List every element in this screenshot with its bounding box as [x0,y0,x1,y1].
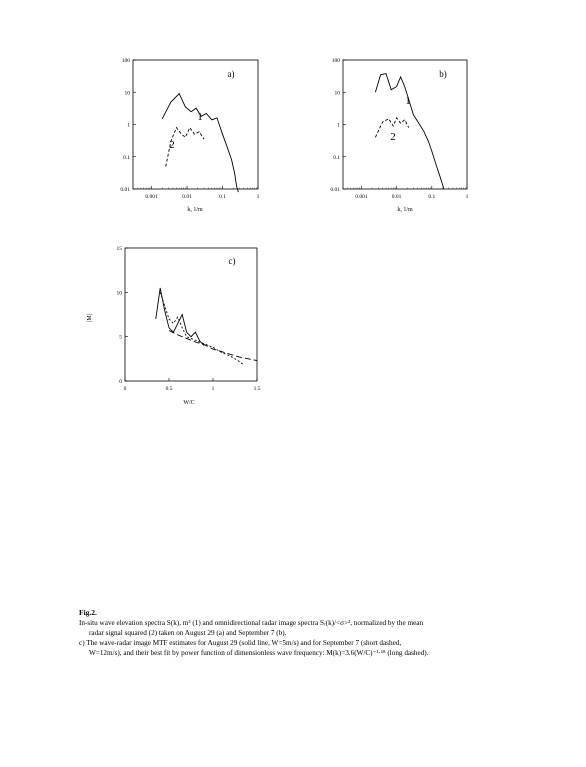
x-tick-label: 0.1 [428,194,436,200]
caption-title: Fig.2. [79,608,97,617]
plot-frame-2 [343,60,467,189]
x-tick-label: 0.001 [355,194,368,200]
x-tick-label: 1.5 [253,386,261,392]
x-tick-label: 0.1 [219,194,226,200]
y-tick-label: 15 [116,246,122,252]
series-line-solid [156,288,204,346]
panel-label: b) [439,69,447,79]
caption-line-2: radar signal squared (2) taken on August 29 (a) and September 7 (b). [89,629,287,637]
x-tick-label: 0 [123,386,127,392]
x-tick-label: 1 [465,194,469,200]
x-tick-label: 0.5 [165,386,173,392]
y-tick-label: 0.1 [123,154,130,161]
x-axis-label: W/C [183,400,195,406]
caption-line-4: W=12m/s), and their best fit by power function of dimensionless wave frequency: M(k)=3.6(W/C)⁻¹·¹⁸ (long dashed). [89,649,429,657]
y-tick-label: 100 [331,58,340,64]
y-tick-label: 0 [119,379,122,385]
y-axis-label: |M| [87,314,93,322]
series-line-shortdash [160,292,244,365]
plot-frame-3 [125,248,257,381]
caption-line-3: c) The wave-radar image MTF estimates for August 29 (solid line, W=5m/s) and for September 7 (short dashed, [79,639,402,647]
y-tick-label: 1 [127,122,130,129]
caption-line-1: In-situ wave elevation spectra S(k), m³ (1) and omnidirectional radar image spectra Sᵣ(k)/<σ>², normalized by the mean [79,619,424,627]
plot-frame-1 [133,60,258,189]
x-tick-label: 1 [211,386,215,392]
series-line-solid [375,74,444,189]
y-tick-label: 0.01 [330,187,340,193]
y-tick-label: 10 [334,90,340,97]
y-tick-label: 0.1 [333,154,340,161]
y-tick-label: 10 [124,90,130,97]
y-tick-label: 0.01 [120,187,130,193]
curve-label: 1 [197,111,203,123]
curve-label: 1 [405,95,411,107]
curve-label: 2 [390,131,396,143]
x-tick-label: 0.01 [182,194,192,200]
series-line-longdash [169,331,257,361]
x-tick-label: 0.01 [391,194,402,200]
y-tick-label: 10 [116,290,122,297]
curve-label: 2 [169,139,175,151]
panel-label: c) [228,256,236,266]
y-tick-label: 100 [121,58,130,64]
panel-label: a) [227,69,235,79]
x-tick-label: 1 [256,194,260,200]
figure-caption [79,608,559,658]
y-tick-label: 1 [337,122,340,129]
y-tick-label: 5 [119,334,122,341]
x-axis-label: k, 1/m [187,207,203,213]
x-axis-label: k, 1/m [397,207,413,213]
x-tick-label: 0.001 [145,194,158,200]
